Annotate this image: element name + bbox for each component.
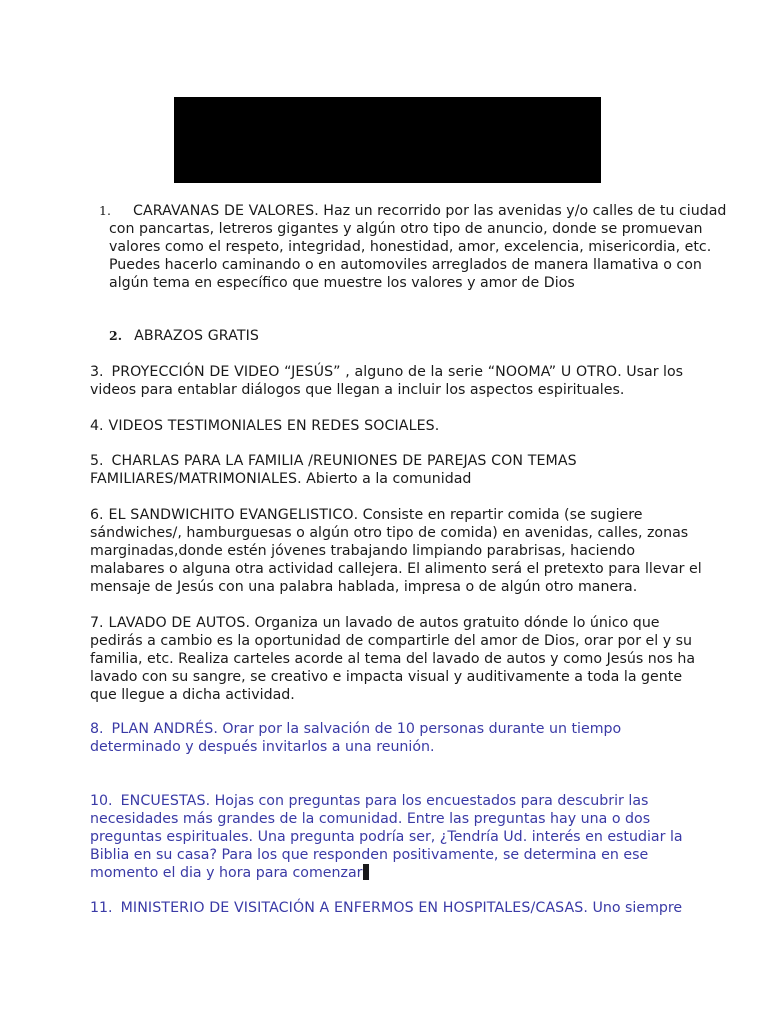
item-number: 11.	[90, 900, 113, 916]
item-body: . Consiste en repartir comida (se sugiere sándwiches/, hamburguesas o algún otro tipo de comida) en avenidas, calles, zonas marginadas,donde estén jóvenes trabajando limpiando parabrisas, haciendo malabares o alguna otra actividad callejera. El alimento será el pretexto para llevar el mensaje de Jesús con una palabra hablada, impresa o de algún otro manera.	[90, 507, 702, 595]
item-body: . Haz un recorrido por las avenidas y/o calles de tu ciudad con pancartas, letreros gigantes y algún otro tipo de anuncio, donde se promuevan valores como el respeto, integridad, honestidad, amor, excelencia, misericordia, etc. Puedes hacerlo caminando o en automoviles arreglados de manera llamativa o con algún tema en específico que muestre los valores y amor de Dios	[109, 203, 727, 291]
list-item-5	[90, 452, 710, 488]
list-item-4	[90, 417, 710, 435]
item-title: EL SANDWICHITO EVANGELISTICO	[108, 507, 354, 523]
item-number: 4.	[90, 418, 104, 434]
text-cursor	[363, 864, 369, 880]
item-number: 5.	[90, 453, 104, 469]
item-body: . Orar por la salvación de 10 personas durante un tiempo determinado y después invitarlos a una reunión.	[90, 721, 622, 755]
item-number: 6.	[90, 507, 104, 523]
item-title: MINISTERIO DE VISITACIÓN A ENFERMOS EN HOSPITALES/CASAS	[120, 900, 584, 916]
item-title: VIDEOS TESTIMONIALES EN REDES SOCIALES.	[108, 418, 440, 434]
item-body: . Abierto a la comunidad	[297, 471, 472, 487]
list-item-1	[90, 202, 729, 292]
item-body: . Hojas con preguntas para los encuestados para descubrir las necesidades más grandes de la comunidad. Entre las preguntas hay una o dos preguntas espirituales. Una pregunta podría ser, ¿Tendría Ud. interés en estudiar la Biblia en su casa? Para los que responden positivamente, se determina en ese momento el dia y hora para comenzar	[90, 793, 683, 881]
item-number: 10.	[90, 793, 113, 809]
item-title: CHARLAS PARA LA FAMILIA /REUNIONES DE PAREJAS CON TEMAS FAMILIARES/MATRIMONIALES	[90, 453, 577, 487]
item-number: 7.	[90, 615, 104, 631]
list-item-3	[90, 363, 710, 399]
list-item-6	[90, 506, 710, 596]
item-title: ABRAZOS GRATIS	[134, 328, 260, 344]
item-title: CARAVANAS DE VALORES	[132, 203, 315, 219]
item-number: 2.	[109, 328, 123, 343]
list-item-2	[90, 327, 729, 345]
list-item-10	[90, 792, 710, 882]
item-title: LAVADO DE AUTOS	[108, 615, 246, 631]
item-body: . Uno siempre	[583, 900, 683, 916]
item-title: ENCUESTAS	[120, 793, 206, 809]
list-item-7	[90, 614, 710, 704]
item-number: 8.	[90, 721, 104, 737]
item-number: 3.	[90, 364, 104, 380]
list-item-11	[90, 899, 710, 917]
item-title: PROYECCIÓN DE VIDEO “JESÚS” , alguno de la serie “NOOMA” U OTRO	[111, 364, 618, 380]
item-body: . Organiza un lavado de autos gratuito dónde lo único que pedirás a cambio es la oportunidad de compartirle del amor de Dios, orar por el y su familia, etc. Realiza carteles acorde al tema del lavado de autos y como Jesús nos ha lavado con su sangre, se creativo e impacta visual y auditivamente a toda la gente que llegue a dicha actividad.	[90, 615, 696, 703]
redaction-block	[174, 97, 601, 183]
item-title: PLAN ANDRÉS	[111, 721, 214, 737]
item-number: 1.	[99, 203, 111, 218]
item-body: . Usar los videos para entablar diálogos que llegan a incluir los aspectos espirituales.	[90, 364, 684, 398]
list-item-8	[90, 720, 710, 756]
